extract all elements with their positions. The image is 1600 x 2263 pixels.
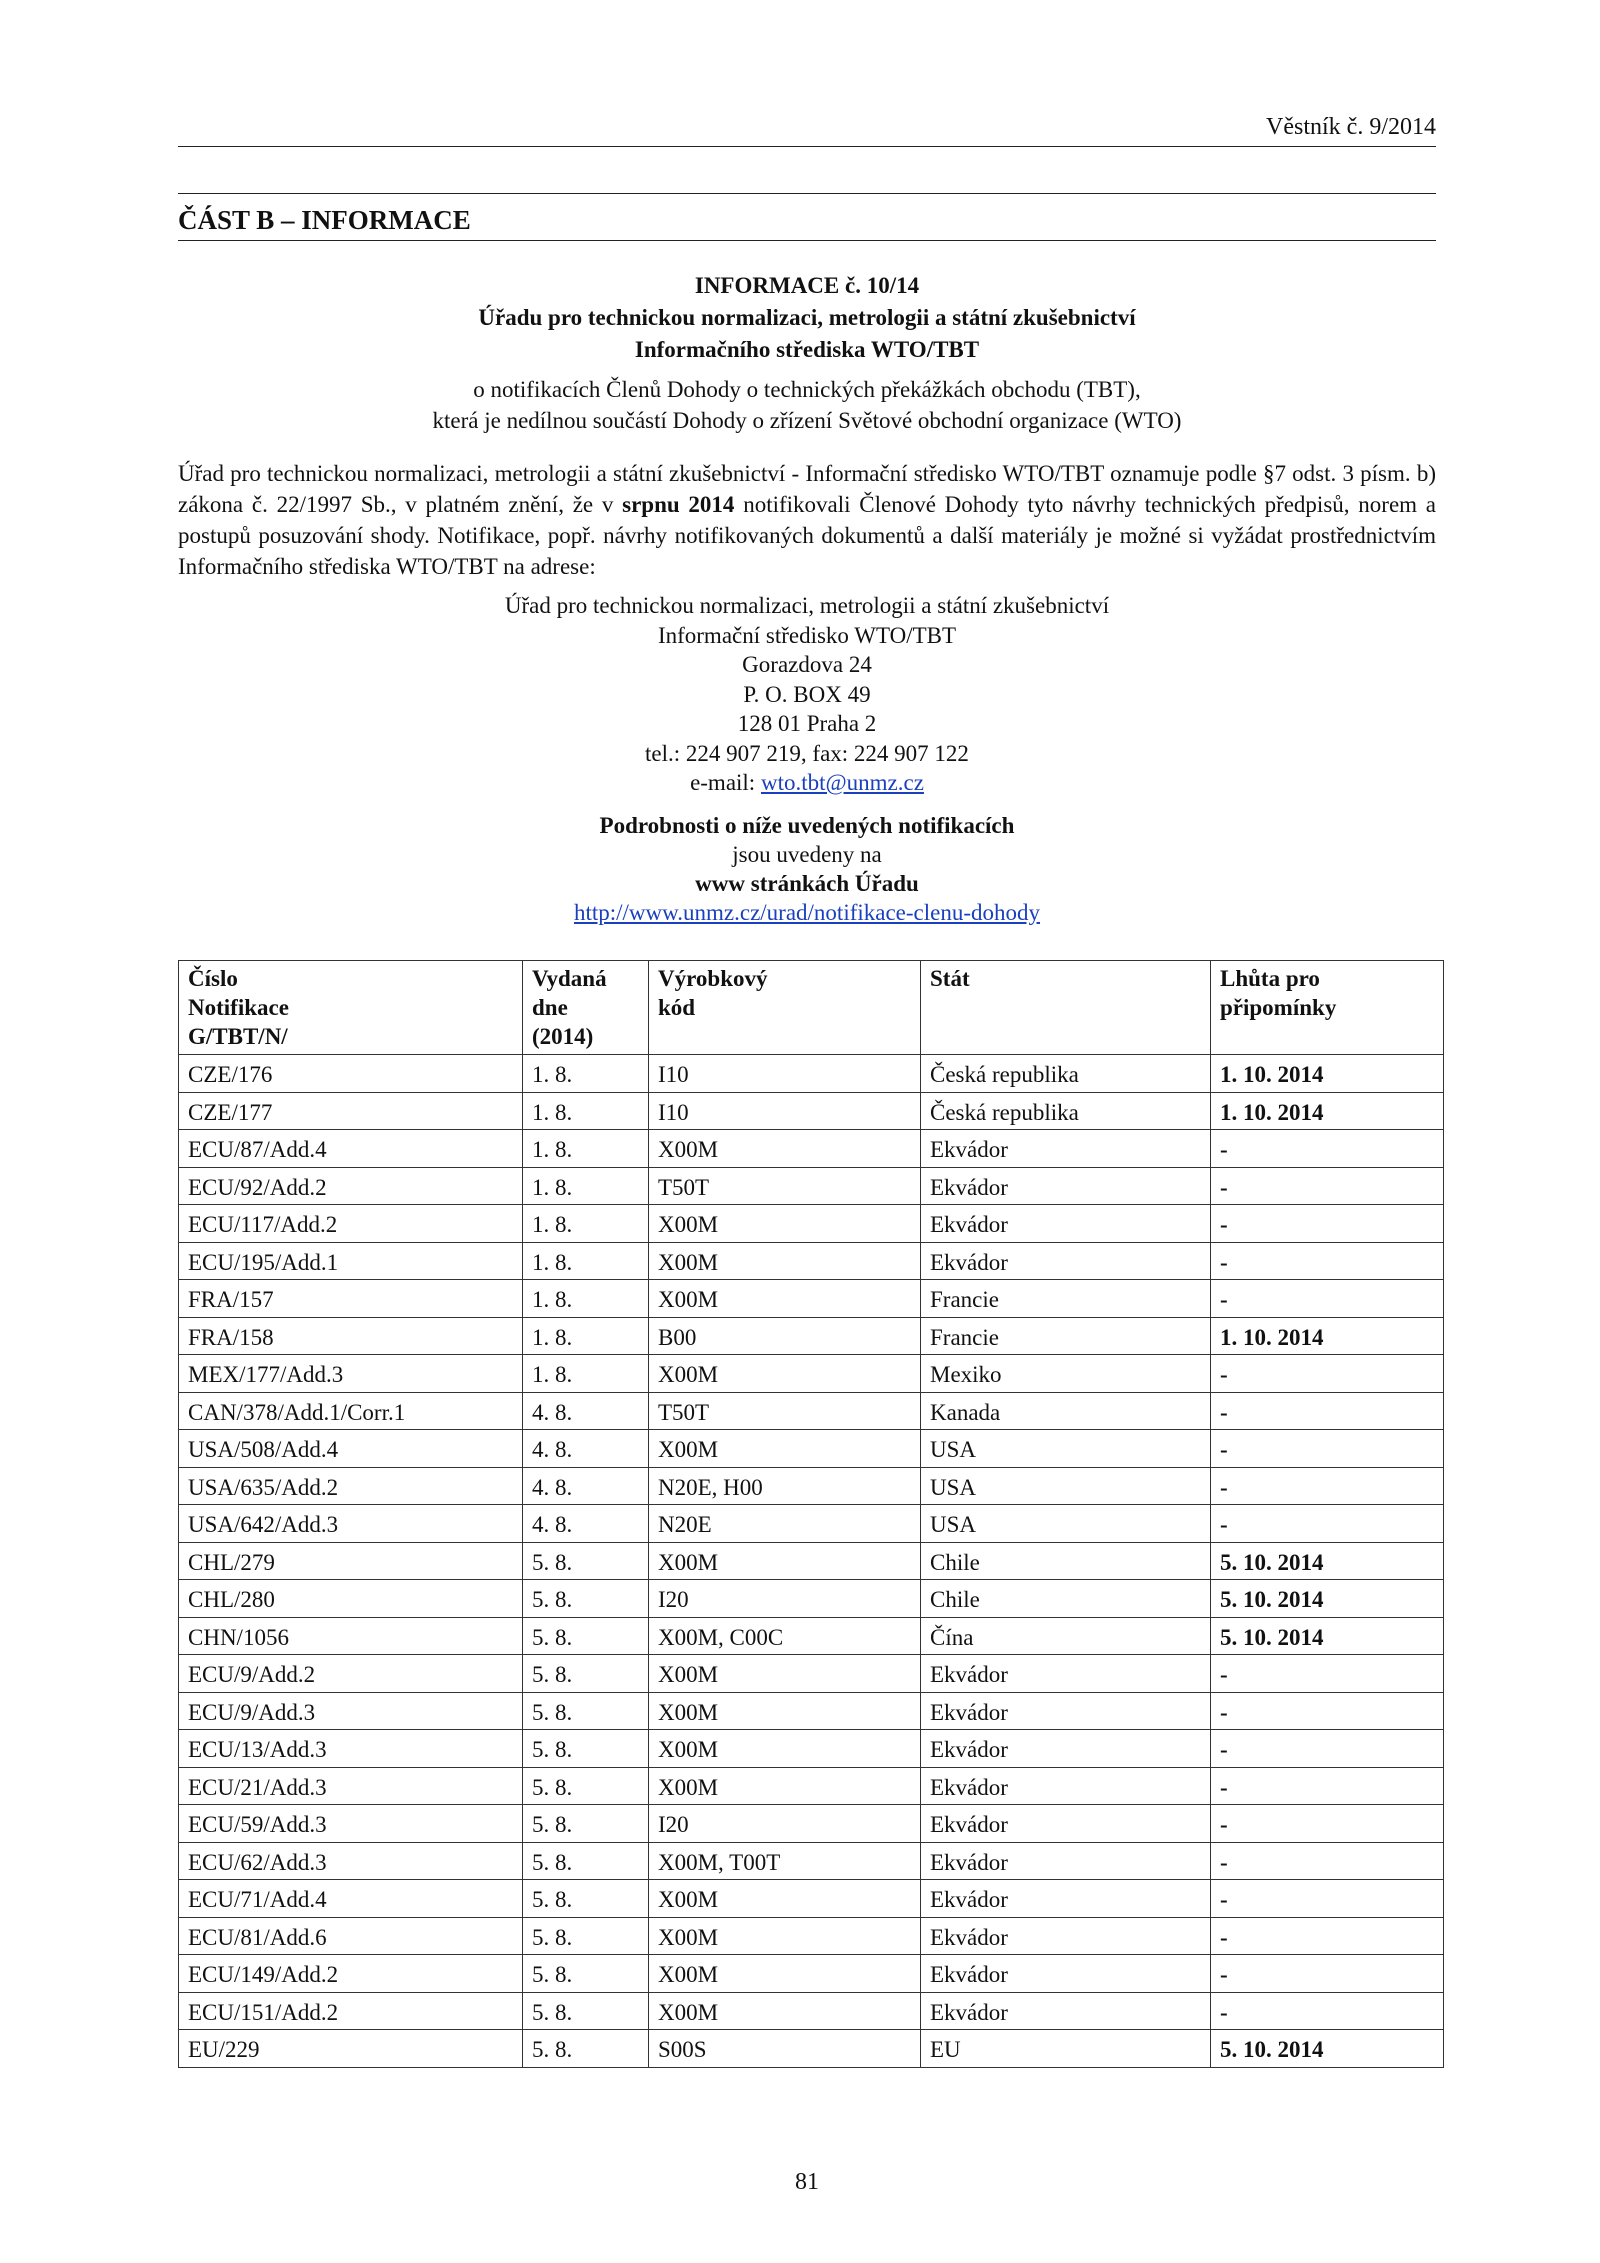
product-code-cell: N20E	[649, 1505, 921, 1543]
header-rule	[178, 146, 1436, 147]
col-product-code-header	[649, 961, 921, 1055]
header-line: dne	[532, 995, 568, 1020]
notice-issuer-center: Informačního střediska WTO/TBT	[634, 337, 980, 362]
country-cell: Chile	[921, 1542, 1211, 1580]
header-line: G/TBT/N/	[188, 1024, 288, 1049]
product-code-cell: I10	[649, 1055, 921, 1093]
deadline-cell: -	[1211, 1917, 1444, 1955]
deadline-cell: -	[1211, 1167, 1444, 1205]
table-row	[179, 1655, 1444, 1693]
table-row	[179, 1430, 1444, 1468]
notification-number-cell: ECU/71/Add.4	[179, 1880, 523, 1918]
issued-date-cell: 5. 8.	[523, 1805, 649, 1843]
product-code-cell: X00M	[649, 1917, 921, 1955]
issued-date-cell: 1. 8.	[523, 1055, 649, 1093]
issued-date-cell: 4. 8.	[523, 1430, 649, 1468]
contact-line: tel.: 224 907 219, fax: 224 907 122	[645, 740, 969, 766]
deadline-cell: -	[1211, 1130, 1444, 1168]
country-cell: Francie	[921, 1317, 1211, 1355]
country-cell: EU	[921, 2030, 1211, 2068]
issued-date-cell: 5. 8.	[523, 1655, 649, 1693]
issued-date-cell: 5. 8.	[523, 1992, 649, 2030]
issued-date-cell: 4. 8.	[523, 1392, 649, 1430]
product-code-cell: X00M	[649, 1730, 921, 1768]
issued-date-cell: 4. 8.	[523, 1505, 649, 1543]
product-code-cell: X00M	[649, 1430, 921, 1468]
country-cell: Ekvádor	[921, 1880, 1211, 1918]
country-cell: Ekvádor	[921, 1692, 1211, 1730]
deadline-cell: -	[1211, 1730, 1444, 1768]
notification-number-cell: USA/642/Add.3	[179, 1505, 523, 1543]
col-comment-deadline-header	[1211, 961, 1444, 1055]
address-line: Gorazdova 24	[742, 652, 872, 677]
header-line: Stát	[930, 966, 970, 991]
table-row	[179, 1317, 1444, 1355]
country-cell: Ekvádor	[921, 1730, 1211, 1768]
notification-number-cell: ECU/117/Add.2	[179, 1205, 523, 1243]
header-line: Lhůta pro	[1220, 966, 1320, 991]
table-row	[179, 1055, 1444, 1093]
header-line: Notifikace	[188, 995, 289, 1020]
table-row	[179, 1467, 1444, 1505]
notification-number-cell: ECU/13/Add.3	[179, 1730, 523, 1768]
product-code-cell: X00M, C00C	[649, 1617, 921, 1655]
notice-subject	[178, 374, 1436, 436]
issued-date-cell: 5. 8.	[523, 2030, 649, 2068]
table-row	[179, 1767, 1444, 1805]
notice-number: INFORMACE č. 10/14	[694, 273, 920, 298]
product-code-cell: X00M	[649, 1242, 921, 1280]
col-notification-number-header	[179, 961, 523, 1055]
country-cell: Česká republika	[921, 1092, 1211, 1130]
product-code-cell: X00M	[649, 1767, 921, 1805]
notification-number-cell: ECU/81/Add.6	[179, 1917, 523, 1955]
issued-date-cell: 5. 8.	[523, 1692, 649, 1730]
notification-number-cell: EU/229	[179, 2030, 523, 2068]
notification-number-cell: ECU/151/Add.2	[179, 1992, 523, 2030]
table-row	[179, 1992, 1444, 2030]
table-row	[179, 1242, 1444, 1280]
section-rule-bottom	[178, 240, 1436, 241]
product-code-cell: X00M	[649, 1692, 921, 1730]
product-code-cell: X00M	[649, 1880, 921, 1918]
table-row	[179, 1880, 1444, 1918]
notification-number-cell: CZE/176	[179, 1055, 523, 1093]
table-row	[179, 1092, 1444, 1130]
deadline-cell: -	[1211, 1805, 1444, 1843]
country-cell: USA	[921, 1430, 1211, 1468]
issued-date-cell: 1. 8.	[523, 1092, 649, 1130]
deadline-cell: -	[1211, 1242, 1444, 1280]
deadline-cell: 1. 10. 2014	[1211, 1055, 1444, 1093]
email-link[interactable]: wto.tbt@unmz.cz	[760, 770, 924, 795]
notification-number-cell: ECU/87/Add.4	[179, 1130, 523, 1168]
deadline-cell: -	[1211, 1205, 1444, 1243]
country-cell: Ekvádor	[921, 1242, 1211, 1280]
country-cell: Ekvádor	[921, 1992, 1211, 2030]
table-row	[179, 1130, 1444, 1168]
issued-date-cell: 4. 8.	[523, 1467, 649, 1505]
notification-number-cell: USA/508/Add.4	[179, 1430, 523, 1468]
deadline-cell: 5. 10. 2014	[1211, 1617, 1444, 1655]
address-line: Informační středisko WTO/TBT	[657, 622, 957, 648]
product-code-cell: X00M	[649, 1205, 921, 1243]
issued-date-cell: 5. 8.	[523, 1730, 649, 1768]
country-cell: Ekvádor	[921, 1655, 1211, 1693]
header-line: (2014)	[532, 1024, 594, 1049]
deadline-cell: -	[1211, 1505, 1444, 1543]
product-code-cell: S00S	[649, 2030, 921, 2068]
country-cell: Ekvádor	[921, 1917, 1211, 1955]
details-website-label: www stránkách Úřadu	[695, 871, 919, 896]
notification-number-cell: MEX/177/Add.3	[179, 1355, 523, 1393]
intro-text: notifikovali Členové Dohody tyto návrhy technických předpisů, norem a postupů posuzování shody. Notifikace, popř. návrhy notifikovaných dokumentů a další materiály je možné si vyžádat prostřednictvím Informačního střediska WTO/TBT na adrese:	[178, 492, 1437, 579]
intro-text: Úřad pro technickou normalizaci, metrologii a státní zkušebnictví - Informační středisko WTO/TBT oznamuje podle §7 odst. 3 písm. b) zákona č. 22/1997 Sb., v platném znění, že v	[178, 461, 1436, 517]
deadline-cell: 1. 10. 2014	[1211, 1317, 1444, 1355]
product-code-cell: X00M	[649, 1280, 921, 1318]
col-country-header	[921, 961, 1211, 1055]
table-row	[179, 1842, 1444, 1880]
notification-number-cell: CAN/378/Add.1/Corr.1	[179, 1392, 523, 1430]
notification-number-cell: FRA/158	[179, 1317, 523, 1355]
product-code-cell: I10	[649, 1092, 921, 1130]
deadline-cell: -	[1211, 1880, 1444, 1918]
intro-period: srpnu 2014	[622, 492, 735, 517]
notice-title	[178, 270, 1436, 366]
deadline-cell: -	[1211, 1692, 1444, 1730]
issued-date-cell: 5. 8.	[523, 1955, 649, 1993]
country-cell: Ekvádor	[921, 1205, 1211, 1243]
notification-number-cell: USA/635/Add.2	[179, 1467, 523, 1505]
email-line	[178, 768, 1436, 798]
table-row	[179, 2030, 1444, 2068]
notice-issuer: Úřadu pro technickou normalizaci, metrologii a státní zkušebnictví	[478, 305, 1136, 330]
table-row	[179, 1917, 1444, 1955]
country-cell: Ekvádor	[921, 1767, 1211, 1805]
issued-date-cell: 5. 8.	[523, 1767, 649, 1805]
intro-paragraph	[178, 458, 1436, 582]
table-row	[179, 1205, 1444, 1243]
notification-number-cell: CZE/177	[179, 1092, 523, 1130]
product-code-cell: I20	[649, 1580, 921, 1618]
header-line: Číslo	[188, 966, 238, 991]
deadline-cell: -	[1211, 1467, 1444, 1505]
country-cell: Ekvádor	[921, 1842, 1211, 1880]
country-cell: Ekvádor	[921, 1805, 1211, 1843]
notification-number-cell: CHL/280	[179, 1580, 523, 1618]
table-row	[179, 1955, 1444, 1993]
issued-date-cell: 1. 8.	[523, 1317, 649, 1355]
issued-date-cell: 1. 8.	[523, 1205, 649, 1243]
country-cell: Chile	[921, 1580, 1211, 1618]
issued-date-cell: 1. 8.	[523, 1242, 649, 1280]
section-rule-top	[178, 193, 1436, 194]
deadline-cell: -	[1211, 1767, 1444, 1805]
deadline-cell: -	[1211, 1280, 1444, 1318]
product-code-cell: N20E, H00	[649, 1467, 921, 1505]
issued-date-cell: 5. 8.	[523, 1842, 649, 1880]
details-heading: Podrobnosti o níže uvedených notifikacích	[599, 813, 1015, 838]
product-code-cell: X00M, T00T	[649, 1842, 921, 1880]
table-row	[179, 1392, 1444, 1430]
notification-number-cell: ECU/9/Add.3	[179, 1692, 523, 1730]
deadline-cell: -	[1211, 1392, 1444, 1430]
issued-date-cell: 1. 8.	[523, 1130, 649, 1168]
country-cell: Ekvádor	[921, 1167, 1211, 1205]
header-line: Výrobkový	[658, 966, 768, 991]
deadline-cell: -	[1211, 1430, 1444, 1468]
header-line: Vydaná	[532, 966, 607, 991]
email-label: e-mail:	[690, 770, 761, 795]
notification-number-cell: ECU/149/Add.2	[179, 1955, 523, 1993]
issued-date-cell: 5. 8.	[523, 1617, 649, 1655]
table-row	[179, 1355, 1444, 1393]
country-cell: Kanada	[921, 1392, 1211, 1430]
product-code-cell: X00M	[649, 1955, 921, 1993]
header-line: kód	[658, 995, 696, 1020]
table-row	[179, 1542, 1444, 1580]
notification-number-cell: ECU/195/Add.1	[179, 1242, 523, 1280]
table-row	[179, 1280, 1444, 1318]
deadline-cell: -	[1211, 1992, 1444, 2030]
issued-date-cell: 5. 8.	[523, 1880, 649, 1918]
table-row	[179, 1505, 1444, 1543]
product-code-cell: X00M	[649, 1542, 921, 1580]
deadline-cell: 5. 10. 2014	[1211, 2030, 1444, 2068]
country-cell: Čína	[921, 1617, 1211, 1655]
table-row	[179, 1805, 1444, 1843]
table-body	[179, 1055, 1444, 2068]
notification-number-cell: FRA/157	[179, 1280, 523, 1318]
notice-subject-line: která je nedílnou součástí Dohody o zřízení Světové obchodní organizace (WTO)	[432, 408, 1182, 433]
product-code-cell: X00M	[649, 1130, 921, 1168]
table-row	[179, 1692, 1444, 1730]
issued-date-cell: 1. 8.	[523, 1280, 649, 1318]
page-number: 81	[795, 2169, 819, 2195]
address-block	[178, 591, 1436, 798]
details-text: jsou uvedeny na	[732, 842, 882, 867]
product-code-cell: T50T	[649, 1167, 921, 1205]
notification-number-cell: ECU/62/Add.3	[179, 1842, 523, 1880]
country-cell: Francie	[921, 1280, 1211, 1318]
address-line: 128 01 Praha 2	[737, 711, 877, 736]
notification-number-cell: ECU/21/Add.3	[179, 1767, 523, 1805]
deadline-cell: -	[1211, 1955, 1444, 1993]
product-code-cell: B00	[649, 1317, 921, 1355]
country-cell: Česká republika	[921, 1055, 1211, 1093]
product-code-cell: X00M	[649, 1355, 921, 1393]
notifications-table	[178, 960, 1444, 2068]
notification-number-cell: ECU/59/Add.3	[179, 1805, 523, 1843]
table-row	[179, 1730, 1444, 1768]
table-header-row	[179, 961, 1444, 1055]
header-line: připomínky	[1220, 995, 1337, 1020]
deadline-cell: -	[1211, 1655, 1444, 1693]
country-cell: Mexiko	[921, 1355, 1211, 1393]
table-row	[179, 1580, 1444, 1618]
product-code-cell: X00M	[649, 1655, 921, 1693]
details-block	[178, 811, 1436, 927]
notification-number-cell: CHL/279	[179, 1542, 523, 1580]
notice-subject-line: o notifikacích Členů Dohody o technických překážkách obchodu (TBT),	[473, 377, 1141, 402]
country-cell: Ekvádor	[921, 1955, 1211, 1993]
issued-date-cell: 5. 8.	[523, 1917, 649, 1955]
issued-date-cell: 5. 8.	[523, 1542, 649, 1580]
product-code-cell: T50T	[649, 1392, 921, 1430]
country-cell: USA	[921, 1505, 1211, 1543]
country-cell: USA	[921, 1467, 1211, 1505]
issued-date-cell: 1. 8.	[523, 1167, 649, 1205]
section-title: ČÁST B – INFORMACE	[178, 205, 471, 235]
details-url-link[interactable]: http://www.unmz.cz/urad/notifikace-clenu-dohody	[573, 900, 1041, 925]
product-code-cell: X00M	[649, 1992, 921, 2030]
notification-number-cell: ECU/9/Add.2	[179, 1655, 523, 1693]
deadline-cell: 5. 10. 2014	[1211, 1542, 1444, 1580]
address-line: Úřad pro technickou normalizaci, metrologii a státní zkušebnictví	[504, 593, 1110, 618]
running-head: Věstník č. 9/2014	[1266, 114, 1436, 140]
issued-date-cell: 5. 8.	[523, 1580, 649, 1618]
deadline-cell: 1. 10. 2014	[1211, 1092, 1444, 1130]
issued-date-cell: 1. 8.	[523, 1355, 649, 1393]
deadline-cell: 5. 10. 2014	[1211, 1580, 1444, 1618]
country-cell: Ekvádor	[921, 1130, 1211, 1168]
product-code-cell: I20	[649, 1805, 921, 1843]
table-row	[179, 1167, 1444, 1205]
notification-number-cell: ECU/92/Add.2	[179, 1167, 523, 1205]
deadline-cell: -	[1211, 1842, 1444, 1880]
table-row	[179, 1617, 1444, 1655]
col-issued-date-header	[523, 961, 649, 1055]
deadline-cell: -	[1211, 1355, 1444, 1393]
address-line: P. O. BOX 49	[743, 681, 871, 707]
notification-number-cell: CHN/1056	[179, 1617, 523, 1655]
